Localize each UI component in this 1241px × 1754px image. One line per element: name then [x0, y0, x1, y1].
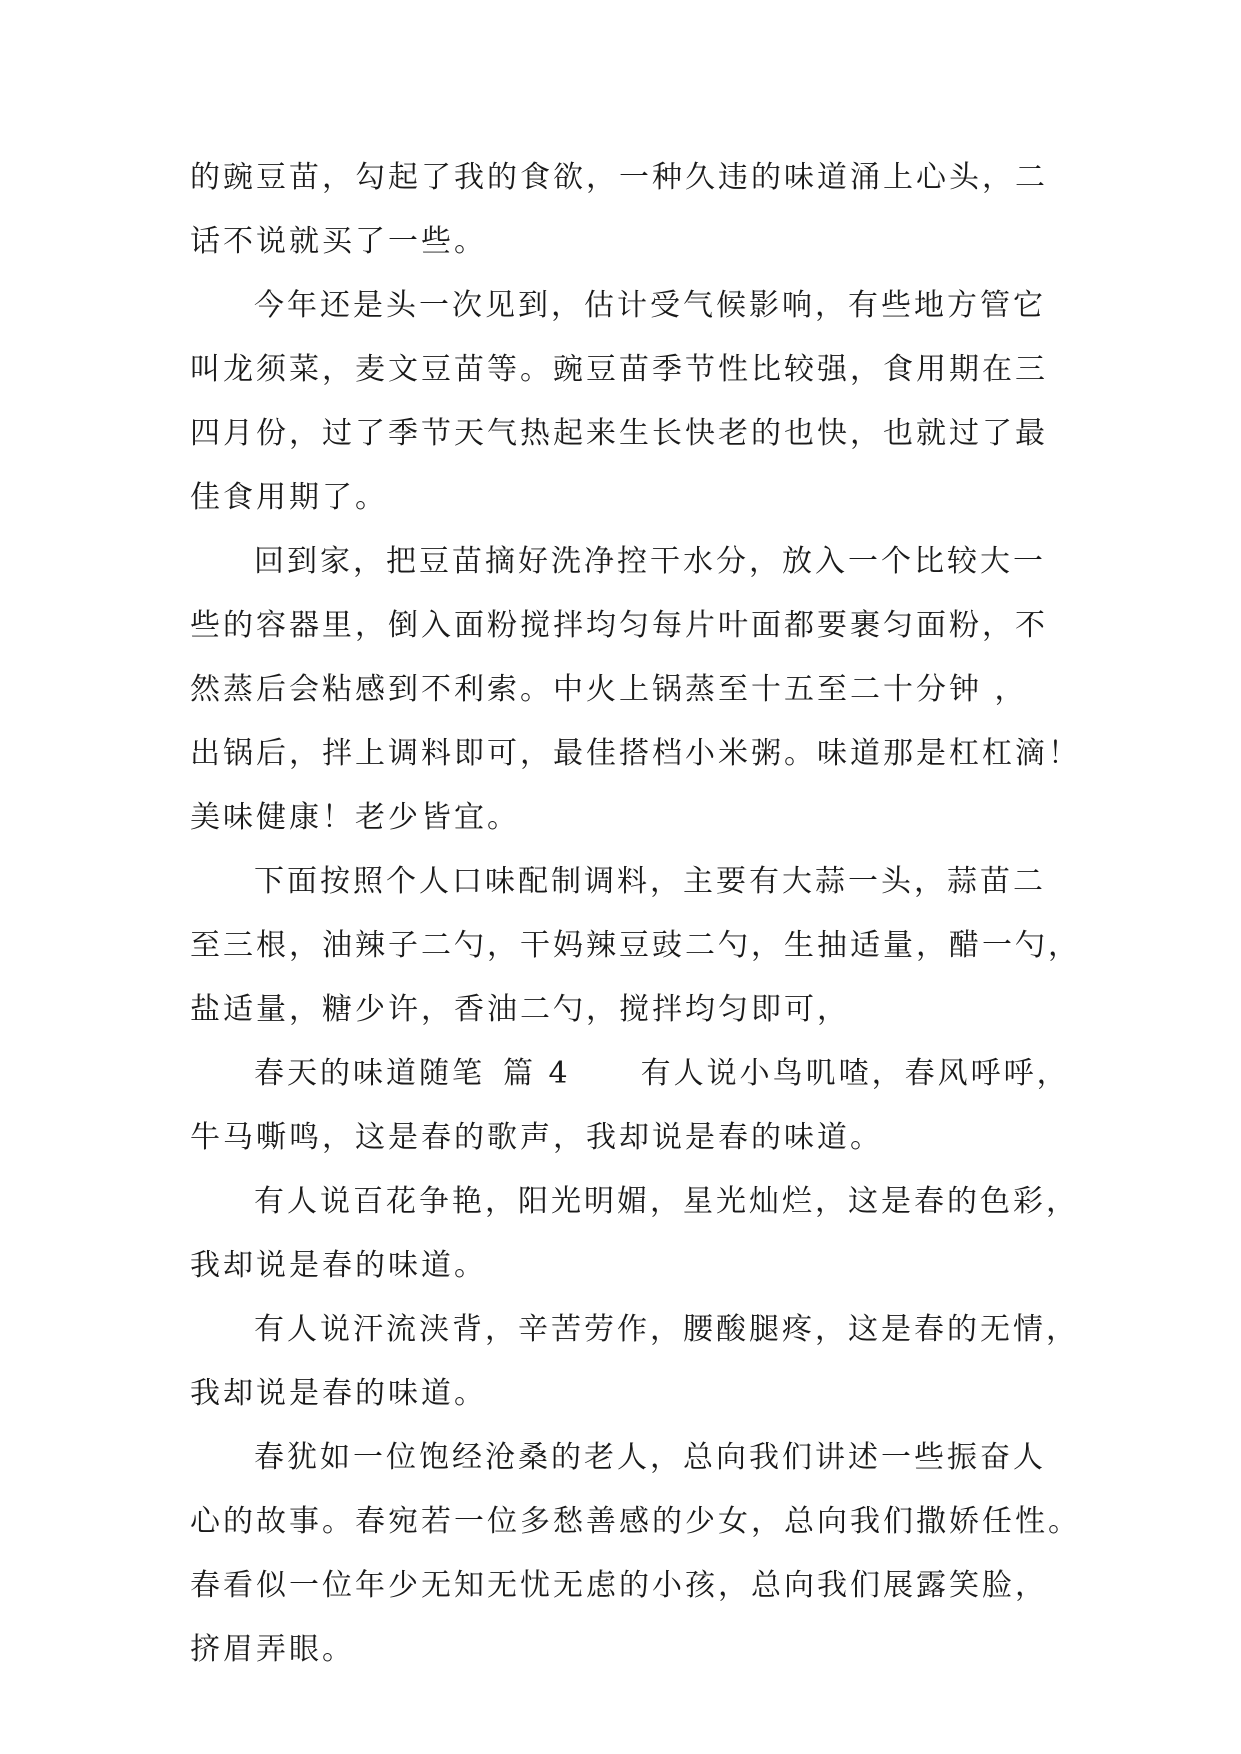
text-line: 下面按照个人口味配制调料，主要有大蒜一头，蒜苗二 — [254, 864, 1046, 899]
text-line: 至三根，油辣子二勺，干妈辣豆豉二勺，生抽适量，醋一勺， — [190, 928, 1081, 963]
text-line: 回到家，把豆苗摘好洗净控干水分，放入一个比较大一 — [254, 544, 1046, 579]
text-line: 话不说就买了一些。 — [190, 224, 487, 259]
text-line: 有人说百花争艳，阳光明媚，星光灿烂，这是春的色彩， — [254, 1184, 1079, 1219]
section-heading-line — [190, 1042, 1070, 1106]
text-line: 佳食用期了。 — [190, 480, 388, 515]
text-line: 的豌豆苗，勾起了我的食欲，一种久违的味道涌上心头，二 — [190, 160, 1048, 195]
text-line: 叫龙须菜，麦文豆苗等。豌豆苗季节性比较强，食用期在三 — [190, 352, 1048, 387]
text-line: 些的容器里，倒入面粉搅拌均匀每片叶面都要裹匀面粉，不 — [190, 608, 1048, 643]
document-body — [190, 146, 1081, 1682]
text-line: 我却说是春的味道。 — [190, 1248, 487, 1283]
text-line: 然蒸后会粘感到不利索。中火上锅蒸至十五至二十分钟 ， — [190, 672, 1028, 707]
section-first-sentence: 有人说小鸟叽喳，春风呼呼， — [640, 1056, 1070, 1091]
section-title: 春天的味道随笔 — [254, 1056, 485, 1091]
section-number: 篇 4 — [503, 1056, 571, 1091]
text-line: 今年还是头一次见到，估计受气候影响，有些地方管它 — [254, 288, 1046, 323]
text-line: 四月份，过了季节天气热起来生长快老的也快，也就过了最 — [190, 416, 1048, 451]
text-line: 心的故事。春宛若一位多愁善感的少女，总向我们撒娇任性。 — [190, 1504, 1081, 1539]
text-line: 出锅后，拌上调料即可，最佳搭档小米粥。味道那是杠杠滴！ — [190, 736, 1081, 771]
text-line: 盐适量，糖少许，香油二勺，搅拌均匀即可， — [190, 992, 850, 1027]
text-line: 我却说是春的味道。 — [190, 1376, 487, 1411]
text-line: 牛马嘶鸣，这是春的歌声，我却说是春的味道。 — [190, 1120, 883, 1155]
text-line: 有人说汗流浃背，辛苦劳作，腰酸腿疼，这是春的无情， — [254, 1312, 1079, 1347]
text-line: 挤眉弄眼。 — [190, 1632, 355, 1667]
text-line: 春犹如一位饱经沧桑的老人，总向我们讲述一些振奋人 — [254, 1440, 1046, 1475]
paragraph-block-before — [190, 146, 1081, 1042]
paragraph-block-after — [190, 1106, 1081, 1682]
text-line: 春看似一位年少无知无忧无虑的小孩，总向我们展露笑脸， — [190, 1568, 1048, 1603]
text-line: 美味健康！老少皆宜。 — [190, 800, 520, 835]
